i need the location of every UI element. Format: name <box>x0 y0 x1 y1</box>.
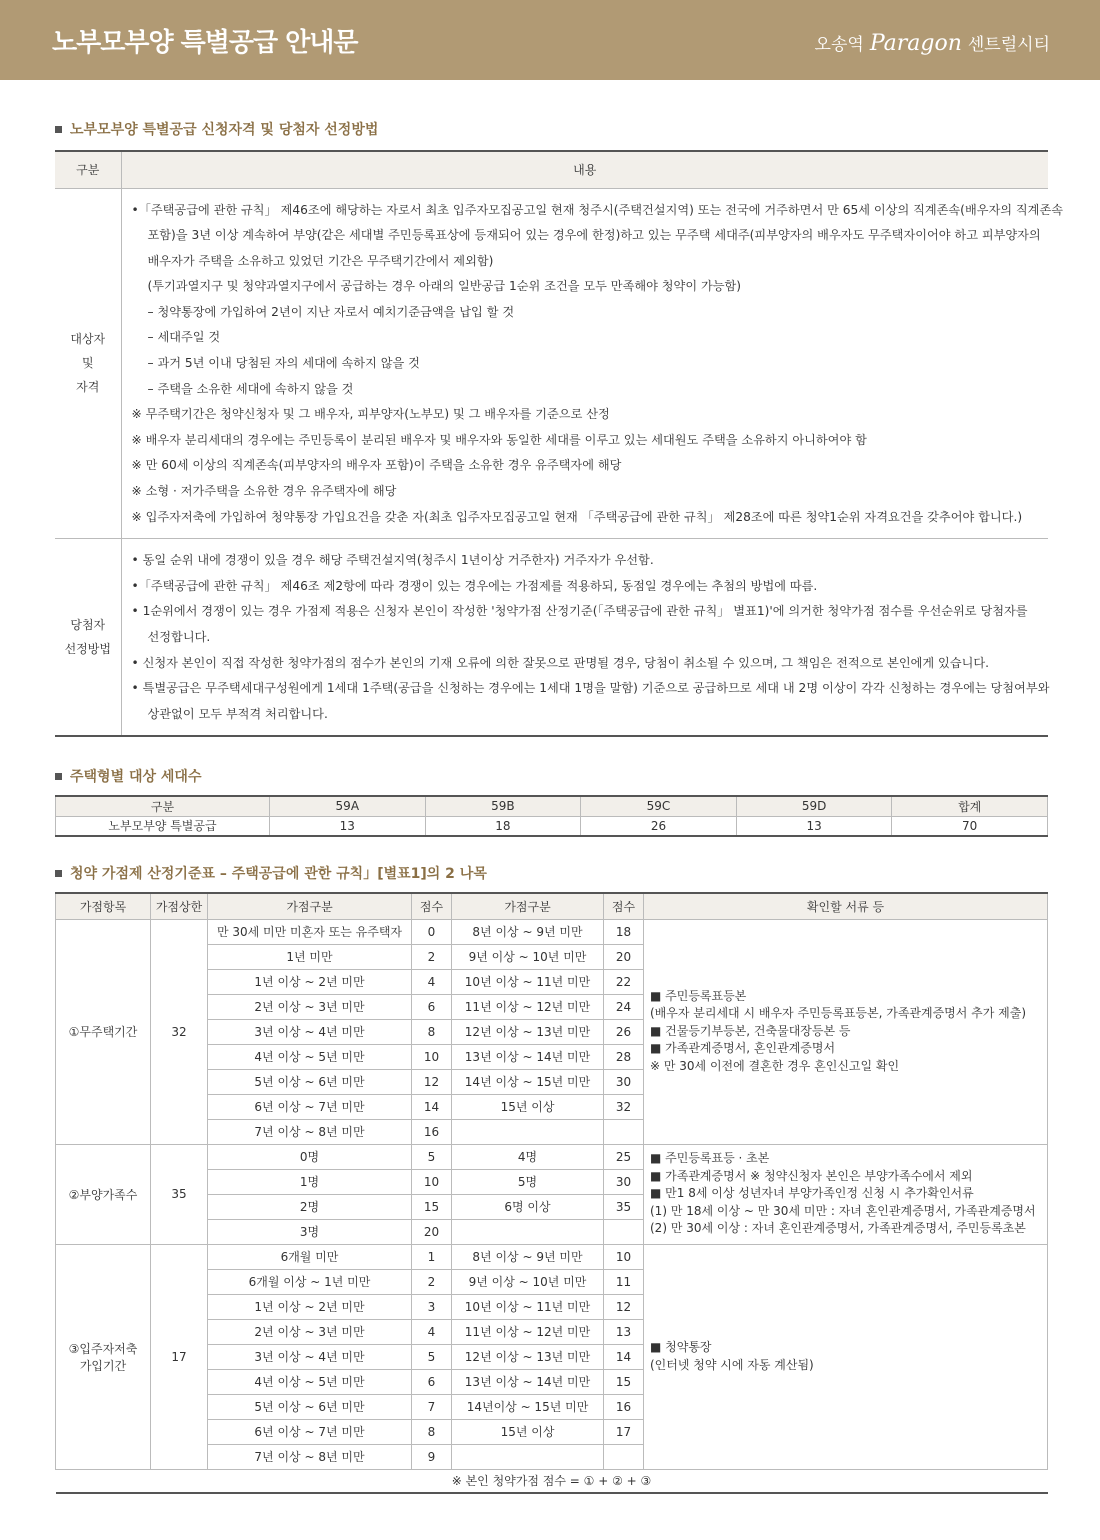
score-points-cell: 12 <box>604 1294 644 1319</box>
header-cell: 점수 <box>412 893 452 919</box>
score-range-cell: 4년 이상 ~ 5년 미만 <box>208 1044 412 1069</box>
document-line: (배우자 분리세대 시 배우자 주민등록표등본, 가족관계증명서 추가 제출) <box>650 1006 1027 1021</box>
content-line: ※ 소형 · 저가주택을 소유한 경우 유주택자에 해당 <box>131 484 397 499</box>
content-line: 배우자가 주택을 소유하고 있었던 기간은 무주택기간에서 제외함) <box>147 253 494 268</box>
score-points-cell: 16 <box>604 1394 644 1419</box>
score-points-cell: 3 <box>412 1294 452 1319</box>
header-cell: 가점구분 <box>208 893 412 919</box>
content-line: •「주택공급에 관한 규칙」 제46조 제2항에 따라 경쟁이 있는 경우에는 가점제를 적용하되, 동점일 경우에는 추첨의 방법에 따름. <box>131 578 818 593</box>
content-line: 포함)을 3년 이상 계속하여 부양(같은 세대별 주민등록표상에 등재되어 있는 경우에 한정)하고 있는 무주택 세대주(피부양자의 배우자도 무주택자이어야 하고 피부양자의 <box>147 228 1041 243</box>
square-bullet-icon <box>55 126 62 133</box>
content-line: – 과거 5년 이내 당첨된 자의 세대에 속하지 않을 것 <box>147 356 420 371</box>
score-range-cell: 1년 이상 ~ 2년 미만 <box>208 1294 412 1319</box>
section-title-text: 청약 가점제 산정기준표 – 주택공급에 관한 규칙」[별표1]의 2 나목 <box>70 866 487 882</box>
table-footer-row <box>56 1469 1048 1493</box>
score-max: 35 <box>151 1144 208 1244</box>
score-range-cell: 12년 이상 ~ 13년 미만 <box>452 1019 604 1044</box>
content-line: • 특별공급은 무주택세대구성원에게 1세대 1주택(공급을 신청하는 경우에는 1세대 1명을 말함) 기준으로 공급하므로 세대 내 2명 이상이 각각 신청하는 경우에는 당첨여부와 <box>131 681 1050 696</box>
score-max: 17 <box>151 1244 208 1469</box>
brand-prefix: 오송역 <box>814 35 864 55</box>
score-range-cell: 12년 이상 ~ 13년 미만 <box>452 1344 604 1369</box>
document-line: (인터넷 청약 시에 자동 계산됨) <box>650 1357 814 1372</box>
content-line: ※ 입주자저축에 가입하여 청약통장 가입요건을 갖춘 자(최초 입주자모집공고일 현재 「주택공급에 관한 규칙」 제28조에 따른 청약1순위 자격요건을 갖추어야 합니다.) <box>131 509 1023 524</box>
content-line: ※ 만 60세 이상의 직계존속(피부양자의 배우자 포함)이 주택을 소유한 경우 유주택자에 해당 <box>131 458 622 473</box>
score-range-cell: 10년 이상 ~ 11년 미만 <box>452 1294 604 1319</box>
score-range-cell: 1년 이상 ~ 2년 미만 <box>208 969 412 994</box>
table-cell: 70 <box>892 816 1048 836</box>
content-line: – 주택을 소유한 세대에 속하지 않을 것 <box>147 381 354 396</box>
score-points-cell: 25 <box>604 1144 644 1169</box>
document-line: ■ 주민등록표등 · 초본 <box>650 1151 770 1166</box>
document-line: ■ 건물등기부등본, 건축물대장등본 등 <box>650 1023 851 1038</box>
score-range-cell: 1명 <box>208 1169 412 1194</box>
score-range-cell: 10년 이상 ~ 11년 미만 <box>452 969 604 994</box>
document-line: ■ 주민등록표등본 <box>650 988 747 1003</box>
content-line: • 1순위에서 경쟁이 있는 경우 가점제 적용은 신청자 본인이 작성한 '청약가점 산정기준(「주택공급에 관한 규칙」 별표1)'에 의거한 청약가점 점수를 우선순위로 당첨자를 <box>131 604 1028 619</box>
score-points-cell: 30 <box>604 1069 644 1094</box>
score-points-cell: 0 <box>412 919 452 944</box>
score-range-cell: 6개월 이상 ~ 1년 미만 <box>208 1269 412 1294</box>
score-range-cell: 8년 이상 ~ 9년 미만 <box>452 1244 604 1269</box>
score-points-cell: 30 <box>604 1169 644 1194</box>
score-range-cell: 14년이상 ~ 15년 미만 <box>452 1394 604 1419</box>
score-points-cell: 17 <box>604 1419 644 1444</box>
score-range-cell: 11년 이상 ~ 12년 미만 <box>452 1319 604 1344</box>
table-header-row <box>56 893 1048 919</box>
content-line: • 동일 순위 내에 경쟁이 있을 경우 해당 주택건설지역(청주시 1년이상 거주한자) 거주자가 우선함. <box>131 553 654 568</box>
score-points-cell: 10 <box>412 1169 452 1194</box>
section-title-text: 노부모부양 특별공급 신청자격 및 당첨자 선정방법 <box>70 122 379 138</box>
score-item-label: ①무주택기간 <box>56 919 151 1144</box>
score-points-cell: 32 <box>604 1094 644 1119</box>
label-line: ③입주자저축 <box>68 1341 138 1356</box>
required-documents <box>644 1244 1048 1469</box>
score-points-cell: 4 <box>412 969 452 994</box>
score-range-cell: 11년 이상 ~ 12년 미만 <box>452 994 604 1019</box>
table-cell: 18 <box>425 816 581 836</box>
score-range-cell: 3명 <box>208 1219 412 1244</box>
score-range-cell: 4년 이상 ~ 5년 미만 <box>208 1369 412 1394</box>
score-range-cell: 5명 <box>452 1169 604 1194</box>
content-line: • 신청자 본인이 직접 작성한 청약가점의 점수가 본인의 기재 오류에 의한 잘못으로 판명될 경우, 당첨이 취소될 수 있으며, 그 책임은 전적으로 본인에게 있습니다. <box>131 655 990 670</box>
score-points-cell: 12 <box>412 1069 452 1094</box>
table-row <box>56 1144 1048 1169</box>
section-title-units <box>55 766 201 786</box>
score-points-cell: 6 <box>412 994 452 1019</box>
score-points-cell: 2 <box>412 944 452 969</box>
document-line: ■ 가족관계증명서, 혼인관계증명서 <box>650 1041 836 1056</box>
score-points-cell: 28 <box>604 1044 644 1069</box>
table-header-row <box>55 151 1048 188</box>
header-cell: 59B <box>425 796 581 816</box>
score-points-cell: 11 <box>604 1269 644 1294</box>
table-row <box>56 919 1048 944</box>
score-points-cell: 22 <box>604 969 644 994</box>
score-table <box>55 892 1048 1494</box>
score-points-cell: 8 <box>412 1419 452 1444</box>
score-range-cell: 4명 <box>452 1144 604 1169</box>
document-line: ■ 만1 8세 이상 성년자녀 부양가족인정 신청 시 추가확인서류 <box>650 1186 974 1201</box>
content-line: 상관없이 모두 부적격 처리합니다. <box>147 706 328 721</box>
score-range-cell: 6개월 미만 <box>208 1244 412 1269</box>
document-line: ※ 만 30세 이전에 결혼한 경우 혼인신고일 확인 <box>650 1058 900 1073</box>
label-line: 및 <box>81 356 94 371</box>
table-row <box>56 816 1048 836</box>
score-range-cell: 13년 이상 ~ 14년 미만 <box>452 1044 604 1069</box>
document-line: ■ 청약통장 <box>650 1340 712 1354</box>
score-points-cell: 10 <box>604 1244 644 1269</box>
score-range-cell <box>452 1219 604 1244</box>
score-range-cell: 14년 이상 ~ 15년 미만 <box>452 1069 604 1094</box>
score-points-cell <box>604 1444 644 1469</box>
score-max: 32 <box>151 919 208 1144</box>
score-points-cell: 1 <box>412 1244 452 1269</box>
header-cell: 가점상한 <box>151 893 208 919</box>
label-line: 가입기간 <box>79 1358 127 1373</box>
brand-suffix: 센트럴시티 <box>967 35 1050 55</box>
score-points-cell: 15 <box>604 1369 644 1394</box>
eligibility-table <box>55 150 1064 737</box>
required-documents <box>644 919 1048 1144</box>
header-cell: 가점항목 <box>56 893 151 919</box>
header-category: 구분 <box>55 151 121 188</box>
score-points-cell: 35 <box>604 1194 644 1219</box>
score-points-cell: 6 <box>412 1369 452 1394</box>
score-range-cell: 13년 이상 ~ 14년 미만 <box>452 1369 604 1394</box>
score-range-cell: 7년 이상 ~ 8년 미만 <box>208 1119 412 1144</box>
score-range-cell: 8년 이상 ~ 9년 미만 <box>452 919 604 944</box>
score-points-cell: 15 <box>412 1194 452 1219</box>
score-range-cell: 만 30세 미만 미혼자 또는 유주택자 <box>208 919 412 944</box>
header-content: 내용 <box>121 151 1048 188</box>
score-range-cell: 5년 이상 ~ 6년 미만 <box>208 1069 412 1094</box>
header-cell: 점수 <box>604 893 644 919</box>
score-range-cell: 2명 <box>208 1194 412 1219</box>
score-points-cell: 14 <box>604 1344 644 1369</box>
table-cell: 13 <box>270 816 426 836</box>
square-bullet-icon <box>55 870 62 877</box>
score-points-cell: 16 <box>412 1119 452 1144</box>
score-points-cell: 18 <box>604 919 644 944</box>
label-line: 당첨자 <box>70 618 106 633</box>
score-points-cell <box>604 1219 644 1244</box>
score-range-cell: 1년 미만 <box>208 944 412 969</box>
score-range-cell: 0명 <box>208 1144 412 1169</box>
page-header <box>0 0 1100 80</box>
score-points-cell: 4 <box>412 1319 452 1344</box>
score-points-cell <box>604 1119 644 1144</box>
score-formula-note: ※ 본인 청약가점 점수 = ① + ② + ③ <box>56 1469 1048 1493</box>
score-points-cell: 13 <box>604 1319 644 1344</box>
table-row <box>55 539 1048 737</box>
page-title: 노부모부양 특별공급 안내문 <box>52 28 358 58</box>
header-cell: 확인할 서류 등 <box>644 893 1048 919</box>
section-title-eligibility <box>55 119 378 139</box>
score-range-cell: 5년 이상 ~ 6년 미만 <box>208 1394 412 1419</box>
score-item-label: ②부양가족수 <box>56 1144 151 1244</box>
score-points-cell: 26 <box>604 1019 644 1044</box>
section-title-score <box>55 863 487 883</box>
score-range-cell: 3년 이상 ~ 4년 미만 <box>208 1019 412 1044</box>
score-range-cell: 6년 이상 ~ 7년 미만 <box>208 1094 412 1119</box>
score-points-cell: 8 <box>412 1019 452 1044</box>
content-line: ※ 무주택기간은 청약신청자 및 그 배우자, 피부양자(노부모) 및 그 배우자를 기준으로 산정 <box>131 407 610 422</box>
score-range-cell: 15년 이상 <box>452 1419 604 1444</box>
brand-logo <box>815 30 1050 56</box>
score-range-cell <box>452 1444 604 1469</box>
header-cell: 59A <box>270 796 426 816</box>
document-line: (2) 만 30세 이상 : 자녀 혼인관계증명서, 가족관계증명서, 주민등록초본 <box>650 1221 1026 1236</box>
score-points-cell: 24 <box>604 994 644 1019</box>
score-points-cell: 5 <box>412 1144 452 1169</box>
score-item-label <box>56 1244 151 1469</box>
selection-content <box>121 539 1048 737</box>
score-range-cell: 7년 이상 ~ 8년 미만 <box>208 1444 412 1469</box>
header-cell: 합계 <box>892 796 1048 816</box>
label-line: 선정방법 <box>64 642 111 657</box>
score-points-cell: 14 <box>412 1094 452 1119</box>
document-line: ■ 가족관계증명서 ※ 청약신청자 본인은 부양가족수에서 제외 <box>650 1168 973 1183</box>
document-line: (1) 만 18세 이상 ~ 만 30세 미만 : 자녀 혼인관계증명서, 가족관계증명서 <box>650 1203 1036 1218</box>
label-line: 대상자 <box>70 332 106 347</box>
eligibility-content <box>121 188 1064 539</box>
header-cell: 59C <box>581 796 737 816</box>
score-range-cell: 9년 이상 ~ 10년 미만 <box>452 944 604 969</box>
score-points-cell: 20 <box>412 1219 452 1244</box>
required-documents <box>644 1144 1048 1244</box>
row-label-eligibility <box>55 188 121 539</box>
table-cell: 26 <box>581 816 737 836</box>
score-points-cell: 7 <box>412 1394 452 1419</box>
table-row <box>55 188 1048 539</box>
brand-name: Paragon <box>869 31 962 56</box>
score-range-cell: 2년 이상 ~ 3년 미만 <box>208 1319 412 1344</box>
score-points-cell: 5 <box>412 1344 452 1369</box>
header-cell: 가점구분 <box>452 893 604 919</box>
score-points-cell: 10 <box>412 1044 452 1069</box>
score-range-cell: 3년 이상 ~ 4년 미만 <box>208 1344 412 1369</box>
section-title-text: 주택형별 대상 세대수 <box>70 769 202 785</box>
header-cell: 59D <box>736 796 892 816</box>
content-line: ※ 배우자 분리세대의 경우에는 주민등록이 분리된 배우자 및 배우자와 동일한 세대를 이루고 있는 세대원도 주택을 소유하지 아니하여야 함 <box>131 432 867 447</box>
table-cell: 13 <box>736 816 892 836</box>
units-table <box>55 795 1048 837</box>
score-range-cell <box>452 1119 604 1144</box>
score-points-cell: 2 <box>412 1269 452 1294</box>
score-points-cell: 9 <box>412 1444 452 1469</box>
content-line: (투기과열지구 및 청약과열지구에서 공급하는 경우 아래의 일반공급 1순위 조건을 모두 만족해야 청약이 가능함) <box>147 279 742 294</box>
content-line: 선정합니다. <box>147 630 211 644</box>
content-line: – 청약통장에 가입하여 2년이 지난 자로서 예치기준금액을 납입 할 것 <box>147 304 515 319</box>
table-header-row <box>56 796 1048 816</box>
score-range-cell: 2년 이상 ~ 3년 미만 <box>208 994 412 1019</box>
score-range-cell: 9년 이상 ~ 10년 미만 <box>452 1269 604 1294</box>
header-cell: 구분 <box>56 796 270 816</box>
row-label-selection <box>55 539 121 737</box>
content-line: •「주택공급에 관한 규칙」 제46조에 해당하는 자로서 최초 입주자모집공고일 현재 청주시(주택건설지역) 또는 전국에 거주하면서 만 65세 이상의 직계존속(배우자의 직계존속 <box>131 202 1064 217</box>
table-row <box>56 1244 1048 1269</box>
score-range-cell: 15년 이상 <box>452 1094 604 1119</box>
square-bullet-icon <box>55 773 62 780</box>
label-line: 자격 <box>76 380 100 395</box>
table-cell: 노부모부양 특별공급 <box>56 816 270 836</box>
content-line: – 세대주일 것 <box>147 330 221 345</box>
score-range-cell: 6년 이상 ~ 7년 미만 <box>208 1419 412 1444</box>
score-range-cell: 6명 이상 <box>452 1194 604 1219</box>
score-points-cell: 20 <box>604 944 644 969</box>
